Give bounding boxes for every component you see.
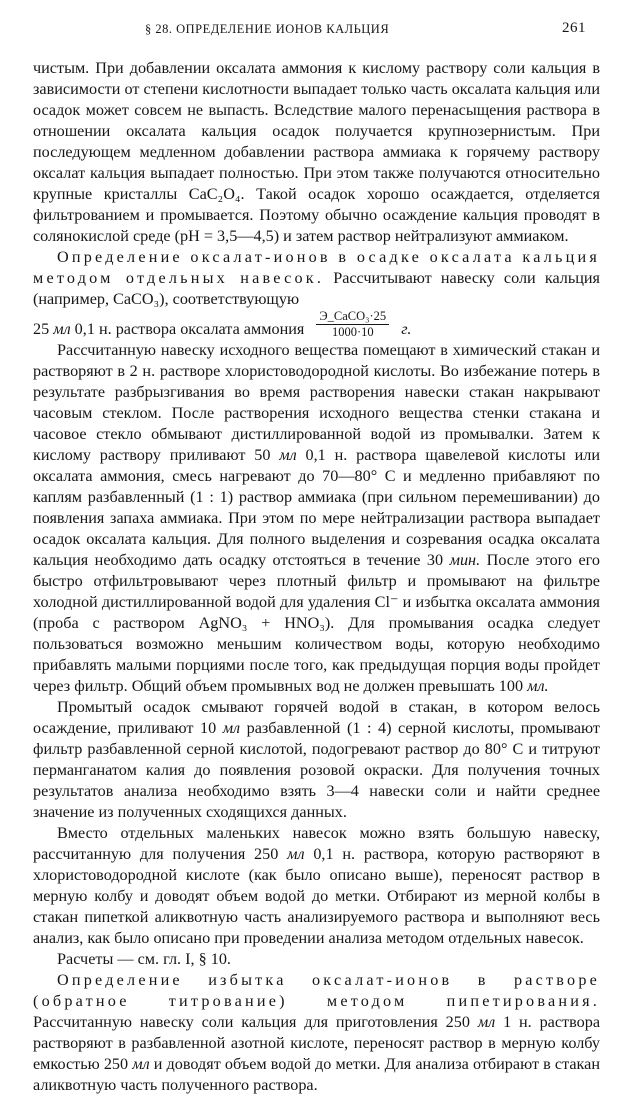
unit-ml: мл: [222, 719, 241, 737]
formula-unit-ml: мл: [53, 320, 71, 339]
unit-ml-end: мл.: [527, 677, 549, 695]
running-header: [60, 20, 586, 40]
section-oxalate-determination: [33, 247, 600, 310]
paragraph-4-part-b: 0,1 н. раствора, которую растворяют в хлористоводородной кислоте (как было описано выше), переносят раствор в мерную колбу и доводят объем водой до метки. Отбирают из мерной колбы в стакан пипеткой аликвотную часть анализируемого раствора и выполняют весь анализ, как было описано при проведении анализа методом отдельных навесок.: [33, 845, 600, 947]
page-number: 261: [562, 20, 586, 36]
paragraph-3-part-a: Промытый осадок смывают горячей водой в стакан, в котором велось осаждение, приливают 10: [33, 698, 600, 737]
paragraph-3: [33, 697, 600, 823]
paragraph-2: [33, 340, 600, 697]
paragraph-calculations: Расчеты — см. гл. I, § 10.: [57, 950, 231, 968]
running-title: § 28. ОПРЕДЕЛЕНИЕ ИОНОВ КАЛЬЦИЯ: [145, 22, 390, 36]
section-heading-1: Определение оксалат-ионов в осадке оксалата кальция методом отдельных навесок.: [33, 248, 600, 287]
paragraph-3-part-b: разбавленной (1 : 4) серной кислоты, промывают фильтр разбавленной серной кислотой, подогревают раствор до 80° C и титруют перманганатом калия до появления розовой окраски. Для получения точных результатов анализа необходимо взять 3—4 навески соли и найти среднее значение из полученных сходящихся данных.: [33, 719, 600, 821]
fraction: [316, 310, 389, 339]
paragraph-1: чистым. При добавлении оксалата аммония к кислому раствору соли кальция в зависимости от степени кислотности выпадает только часть оксалата кальция или осадок может совсем не выпасть. Вследствие малого перенасыщения раствора в отношении оксалата кальция осадок получается крупнозернистым. При последующем медленном добавлении раствора аммиака к горячему раствору оксалат кальция выпадает полностью. При этом также получаются относительно крупные кристаллы CaC₂O₄. Такой осадок хорошо осаждается, отделяется фильтрованием и промывается. Поэтому обычно осаждение кальция проводят в солянокислой среде (pH = 3,5—4,5) и затем раствор нейтрализуют аммиаком.: [33, 59, 600, 245]
paragraph-2-part-c: После этого его быстро отфильтровывают через плотный фильтр и промывают на фильтре холодной дистиллированной водой для удаления Cl⁻ и избытка оксалата аммония (проба с раствором AgNO₃ + HNO₃). Для промывания осадка следует пользоваться возможно меньшим количеством воды, которую необходимо прибавлять малыми порциями после того, как предыдущая порция воды пройдет через фильтр. Общий объем промывных вод не должен превышать 100: [33, 551, 601, 695]
fraction-numerator: Э_CaCO₃·25: [316, 310, 389, 325]
paragraph-2-part-b: 0,1 н. раствора щавелевой кислоты или оксалата аммония, смесь нагревают до 70—80° C и медленно прибавляют по каплям разбавленный (1 : 1) раствор аммиака (при сильном перемешивании) до появления запаха аммиака. При этом по мере нейтрализации раствора выпадает осадок оксалата кальция. Для полного выделения и созревания осадка оксалата кальция необходимо дать осадку отстояться в течение 30: [33, 446, 600, 569]
formula-line: [33, 310, 600, 340]
paragraph-4-part-a: Вместо отдельных маленьких навесок можно взять большую навеску, рассчитанную для получения 250: [33, 824, 600, 863]
unit-min: мин.: [449, 551, 481, 569]
unit-ml: мл: [287, 845, 305, 863]
section-2-part-c: и доводят объем водой до метки. Для анализа отбирают в стакан аликвотную часть полученного раствора.: [33, 1055, 601, 1094]
formula-unit-g: г.: [401, 320, 412, 339]
section-2-part-b: 1 н. раствора растворяют в разбавленной азотной кислоте, переносят раствор в мерную колбу емкостью 250: [33, 1013, 601, 1073]
formula-prefix: 25: [33, 320, 50, 339]
section-1-text: Рассчитывают навеску соли кальция (например, CaCO₃), соответствующую: [33, 269, 600, 308]
unit-ml: мл: [132, 1055, 150, 1073]
fraction-denominator: 1000·10: [331, 325, 374, 339]
section-heading-2: Определение избытка оксалат-ионов в растворе (обратное титрование) методом пипетирования.: [33, 971, 600, 1010]
formula-text: 0,1 н. раствора оксалата аммония: [74, 320, 305, 339]
section-2-part-a: Рассчитанную навеску соли кальция для приготовления 250: [33, 1013, 470, 1031]
unit-ml: мл: [477, 1013, 496, 1031]
body-text: [33, 58, 600, 1096]
section-back-titration: [33, 970, 600, 1096]
paragraph-2-part-a: Рассчитанную навеску исходного вещества помещают в химический стакан и растворяют в 2 н. растворе хлористоводородной кислоты. Во избежание потерь в результате разбрызгивания во время растворения навески стакан накрывают часовым стеклом. После растворения исходного вещества стенки стакана и часовое стекло обмывают дистиллированной водой из промывалки. Затем к кислому раствору приливают 50: [33, 341, 600, 464]
paragraph-4: [33, 823, 600, 949]
unit-ml: мл: [279, 446, 297, 464]
